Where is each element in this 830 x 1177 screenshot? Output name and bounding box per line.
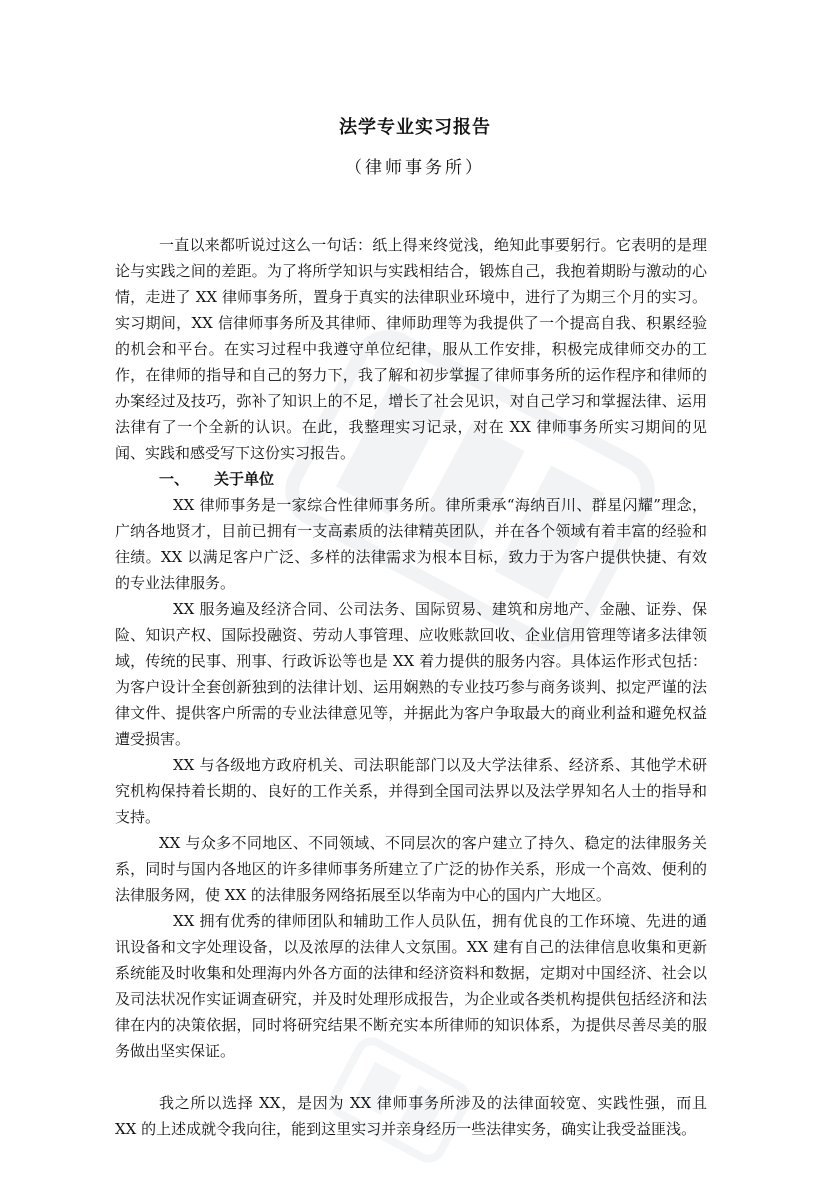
document-title: 法学专业实习报告 bbox=[339, 117, 491, 138]
section-heading bbox=[115, 466, 707, 492]
document-body bbox=[115, 232, 707, 1142]
intro-paragraph: 一直以来都听说过这么一句话：纸上得来终觉浅，绝知此事要躬行。它表明的是理论与实践之间的差距。为了将所学知识与实践相结合，锻炼自己，我抱着期盼与激动的心情，走进了 XX 律师事务所，置身于真实的法律职业环境中，进行了为期三个月的实习。实习期间，XX 信律师事务所及其律师、律师助理等为我提供了一个提高自我、积累经验的机会和平台。在实习过程中我遵守单位纪律，服从工作安排，积极完成律师交办的工作，在律师的指导和自己的努力下，我了解和初步掌握了律师事务所的运作程序和律师的办案经过及技巧，弥补了知识上的不足，增长了社会见识，对自己学习和掌握法律、运用法律有了一个全新的认识。在此，我整理实习记录，对在 XX 律师事务所实习期间的见闻、实践和感受写下这份实习报告。 bbox=[115, 236, 707, 462]
closing-paragraph: 我之所以选择 XX，是因为 XX 律师事务所涉及的法律面较宽、实践性强，而且 XX 的上述成就令我向往，能到这里实习并亲身经历一些法律实务，确实让我受益匪浅。 bbox=[115, 1094, 707, 1138]
paragraph-spacer bbox=[115, 1064, 707, 1090]
section-title: 关于单位 bbox=[214, 470, 275, 488]
section-paragraph: XX 与众多不同地区、不同领域、不同层次的客户建立了持久、稳定的法律服务关系，同时与国内各地区的许多律师事务所建立了广泛的协作关系，形成一个高效、便利的法律服务网，使 XX 的法律服务网络拓展至以华南为中心的国内广大地区。 bbox=[115, 834, 707, 904]
section-paragraph: XX 拥有优秀的律师团队和辅助工作人员队伍，拥有优良的工作环境、先进的通讯设备和文字处理设备，以及浓厚的法律人文氛围。XX 建有自己的法律信息收集和更新系统能及时收集和处理海内外各方面的法律和经济资料和数据，定期对中国经济、社会以及司法状况作实证调查研究，并及时处理形成报告，为企业或各类机构提供包括经济和法律在内的决策依据，同时将研究结果不断充实本所律师的知识体系，为提供尽善尽美的服务做出坚实保证。 bbox=[115, 912, 707, 1060]
section-paragraph: XX 与各级地方政府机关、司法职能部门以及大学法律系、经济系、其他学术研究机构保持着长期的、良好的工作关系，并得到全国司法界以及法学界知名人士的指导和支持。 bbox=[115, 756, 707, 826]
section-paragraph: XX 服务遍及经济合同、公司法务、国际贸易、建筑和房地产、金融、证券、保险、知识产权、国际投融资、劳动人事管理、应收账款回收、企业信用管理等诸多法律领域，传统的民事、刑事、行政诉讼等也是 XX 着力提供的服务内容。具体运作形式包括：为客户设计全套创新独到的法律计划、运用娴熟的专业技巧参与商务谈判、拟定严谨的法律文件、提供客户所需的专业法律意见等，并据此为客户争取最大的商业利益和避免权益遭受损害。 bbox=[115, 600, 707, 748]
document-subtitle: （律师事务所） bbox=[345, 158, 485, 178]
section-paragraph: XX 律师事务是一家综合性律师事务所。律所秉承“海纳百川、群星闪耀”理念，广纳各地贤才，目前已拥有一支高素质的法律精英团队，并在各个领域有着丰富的经验和往绩。XX 以满足客户广泛、多样的法律需求为根本目标，致力于为客户提供快捷、有效的专业法律服务。 bbox=[115, 496, 707, 592]
section-number: 一、 bbox=[159, 470, 190, 488]
